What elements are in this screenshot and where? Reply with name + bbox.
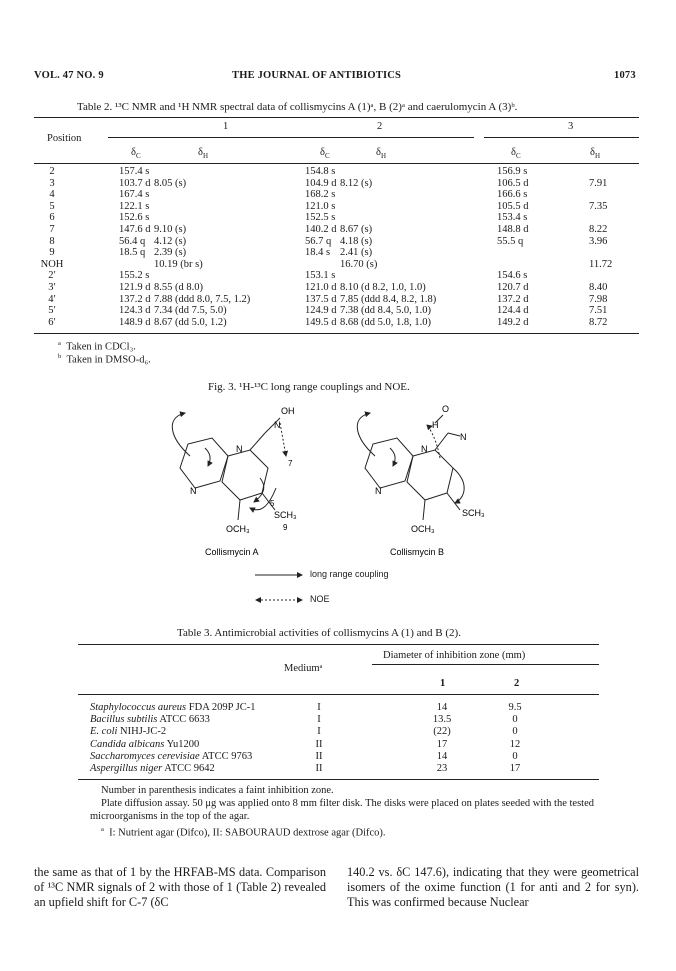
table2-row [0, 282, 676, 294]
footnote-a-text: Taken in CDCl₃. [66, 341, 136, 353]
table2-cell: 154.6 s [497, 270, 528, 282]
table2-cell: 16.70 (s) [340, 258, 378, 270]
table2-cell: 152.5 s [305, 212, 336, 224]
table2-sub-dh-1: $\delta_H$ [198, 147, 209, 161]
legend-long-range: long range coupling [310, 569, 389, 579]
table2-cell: 120.7 d [497, 282, 529, 293]
table2-group-1: 1 [223, 121, 229, 132]
table2-cell: 8.68 (dd 5.0, 1.8, 1.0) [340, 316, 431, 328]
table2-cell: 11.72 [589, 258, 613, 270]
atom-n-b1: N [375, 486, 382, 496]
legend-noe: NOE [310, 594, 330, 604]
table2-cell: 7.38 (dd 8.4, 5.0, 1.0) [340, 305, 431, 317]
label-collismycin-a: Collismycin A [205, 547, 259, 557]
table2-cell: 8.67 (s) [340, 224, 373, 235]
arrow-head [255, 597, 261, 603]
body-left-column: the same as that of 1 by the HRFAB-MS data. Comparison of ¹³C NMR signals of 2 with those of 1 (Table 2) revealed an upfield shift for C-7 (δC [34, 865, 326, 910]
table2-row [0, 294, 676, 306]
table2-cell: 4 [49, 189, 55, 201]
table2-cell: 149.5 d [305, 316, 337, 328]
table2-cell: 4′ [48, 293, 56, 305]
table2-footnote-b [58, 350, 151, 367]
table3-row [0, 702, 676, 714]
atom-n-a2: N [236, 444, 243, 454]
table3-value-2: 0 [512, 750, 518, 762]
label-9-a: 9 [283, 523, 288, 532]
table2-cell: 7.85 (ddd 8.4, 8.2, 1.8) [340, 293, 437, 305]
table3-organism: Bacillus subtilis ATCC 6633 [90, 714, 210, 726]
table3-caption: Table 3. Antimicrobial activities of collismycins A (1) and B (2). [177, 627, 461, 639]
table2-row [0, 201, 676, 213]
label-5-a: 5 [270, 499, 275, 508]
atom-h-b: H [432, 420, 439, 430]
table3-row [0, 763, 676, 775]
table2-cell: 121.0 s [305, 200, 336, 212]
table2-cell: 2.39 (s) [154, 247, 187, 259]
table2-cell: 7 [49, 224, 55, 235]
organism-name: Saccharomyces cerevisiae [90, 750, 200, 762]
table3-body [0, 702, 676, 777]
table2-sub-dc-2: $\delta_C$ [320, 147, 330, 161]
table2-cell: 137.5 d [305, 293, 337, 305]
table2-group3-rule [484, 137, 639, 138]
table2-cell: 8.05 (s) [154, 177, 187, 189]
atom-n-b3: N [460, 432, 467, 442]
table2-body [0, 166, 676, 334]
table2-cell: 18.5 q [119, 247, 146, 259]
table3-group-header: Diameter of inhibition zone (mm) [383, 650, 526, 661]
table2-cell: 155.2 s [119, 270, 150, 282]
table3-note-3 [101, 823, 386, 840]
collismycin-a-structure [172, 413, 286, 520]
table2-cell: 4.18 (s) [340, 235, 373, 247]
table2-row [0, 189, 676, 201]
table3-value-1: 23 [436, 763, 448, 774]
table2-sub-dh-2: $\delta_H$ [376, 147, 387, 161]
figure3-structures [150, 398, 550, 568]
table3-col-1: 1 [440, 678, 446, 689]
table3-medium-header: Mediumᵃ [284, 663, 323, 674]
table3-medium: I [317, 702, 321, 713]
table2-cell: 8.22 [589, 224, 608, 235]
table2-cell: 103.7 d [119, 177, 151, 189]
atom-och3-a: OCH₃ [226, 524, 250, 534]
table2-row [0, 305, 676, 317]
table2-sub-dc-1: $\delta_C$ [131, 147, 141, 161]
table3-value-1: (22) [433, 726, 451, 738]
atom-n-a3: N [274, 420, 281, 430]
table3-medium: I [317, 726, 321, 738]
table2-cell: 148.9 d [119, 316, 151, 328]
table2-cell: 10.19 (br s) [154, 258, 203, 270]
table3-value-2: 0 [512, 714, 518, 726]
table2-cell: 8.12 (s) [340, 177, 373, 189]
table3-value-2: 17 [509, 763, 521, 774]
table2-cell: 137.2 d [119, 293, 151, 305]
table2-row [0, 270, 676, 282]
table3-value-1: 13.5 [432, 714, 452, 726]
table3-organism: Staphylococcus aureus FDA 209P JC-1 [90, 702, 256, 713]
table2-cell: 168.2 s [305, 189, 336, 201]
table2-cell: 122.1 s [119, 200, 150, 212]
table2-cell: 8.10 (d 8.2, 1.0, 1.0) [340, 282, 426, 293]
table2-cell: 124.4 d [497, 305, 529, 317]
organism-name: E. coli [90, 726, 118, 738]
table2-cell: 154.8 s [305, 166, 336, 177]
table2-group-3: 3 [568, 121, 574, 132]
table2-cell: NOH [40, 258, 64, 270]
table3-top-rule [78, 644, 599, 645]
table2-cell: 3.96 [589, 235, 608, 247]
table3-row [0, 726, 676, 738]
organism-name: Bacillus subtilis [90, 714, 158, 726]
table2-cell: 56.7 q [305, 235, 332, 247]
table2-cell: 3 [49, 177, 55, 189]
table3-medium: II [315, 738, 323, 750]
table3-note-2: Plate diffusion assay. 50 μg was applied onto 8 mm filter disk. The disks were placed on plates seeded with the tested microorganisms in the top of the agar. [90, 798, 594, 822]
atom-n-b2: N [421, 444, 428, 454]
table2-cell: 7.88 (ddd 8.0, 7.5, 1.2) [154, 293, 251, 305]
atom-sch3-a: SCH₃ [274, 510, 297, 520]
table2-caption: Table 2. ¹³C NMR and ¹H NMR spectral data of collismycins A (1)ᵃ, B (2)ᵃ and caerulomycin A (3)ᵇ. [77, 101, 518, 113]
table2-row [0, 178, 676, 190]
table2-sub-dh-3: $\delta_H$ [590, 147, 601, 161]
table2-cell: 7.98 [589, 293, 608, 305]
table2-header-rule [34, 163, 639, 164]
pyridine-ring-b1 [365, 438, 413, 488]
table2-cell: 18.4 s [305, 247, 331, 259]
table2-cell: 152.6 s [119, 212, 150, 224]
table3-value-1: 17 [436, 738, 448, 750]
table3-value-1: 14 [436, 750, 448, 762]
table2-cell: 8.72 [589, 316, 608, 328]
table3-col-2: 2 [514, 678, 520, 689]
footnote-marker: b [58, 353, 62, 360]
page-number: 1073 [614, 70, 636, 81]
table3-value-1: 14 [436, 702, 448, 713]
table2-cell: 167.4 s [119, 189, 150, 201]
atom-oh-a: OH [281, 406, 295, 416]
label-7-a: 7 [288, 459, 293, 468]
journal-title: THE JOURNAL OF ANTIBIOTICS [232, 70, 402, 81]
table2-cell: 8.40 [589, 282, 608, 293]
table2-group-2: 2 [377, 121, 383, 132]
table3-organism: Candida albicans Yu1200 [90, 738, 200, 750]
arrow-head [297, 597, 303, 603]
footnote-marker: a [58, 340, 61, 347]
table2-sub-dc-3: $\delta_C$ [511, 147, 521, 161]
table2-cell: 137.2 d [497, 293, 529, 305]
table3-value-2: 0 [512, 726, 518, 738]
atom-n-a1: N [190, 486, 197, 496]
table2-cell: 7.51 [589, 305, 608, 317]
table2-cell: 8 [49, 235, 55, 247]
atom-sch3-b: SCH₃ [462, 508, 485, 518]
table3-medium: II [315, 763, 323, 774]
collismycin-b-structure [357, 413, 464, 520]
table2-position-header: Position [47, 133, 82, 144]
table2-cell: 2.41 (s) [340, 247, 373, 259]
pyridine-ring-b2 [407, 450, 453, 500]
table2-row [0, 166, 676, 178]
table2-cell: 7.34 (dd 7.5, 5.0) [154, 305, 227, 317]
table2-group2-rule [300, 137, 474, 138]
table2-cell: 149.2 d [497, 316, 529, 328]
table3-row [0, 751, 676, 763]
table3-group-rule [372, 664, 599, 665]
table2-cell: 56.4 q [119, 235, 146, 247]
table2-cell: 7.35 [589, 200, 608, 212]
table3-organism: E. coli NIHJ-JC-2 [90, 726, 167, 738]
table2-cell: 124.3 d [119, 305, 151, 317]
table2-cell: 3′ [48, 282, 56, 293]
table2-cell: 6′ [48, 316, 56, 328]
table2-cell: 157.4 s [119, 166, 150, 177]
table3-organism: Saccharomyces cerevisiae ATCC 9763 [90, 750, 253, 762]
table2-cell: 106.5 d [497, 177, 529, 189]
table3-row [0, 739, 676, 751]
table3-organism: Aspergillus niger ATCC 9642 [90, 763, 215, 774]
table2-cell: 9.10 (s) [154, 224, 187, 235]
table2-cell: 6 [49, 212, 55, 224]
table2-cell: 156.9 s [497, 166, 528, 177]
arrow-head [297, 572, 303, 578]
table3-row [0, 714, 676, 726]
table3-bottom-rule [78, 779, 599, 780]
table2-cell: 104.9 d [305, 177, 337, 189]
table2-cell: 5′ [48, 305, 56, 317]
table2-cell: 55.5 q [497, 235, 524, 247]
table2-row [0, 247, 676, 259]
table2-cell: 5 [49, 200, 55, 212]
table2-cell: 140.2 d [305, 224, 337, 235]
organism-name: Candida albicans [90, 738, 165, 750]
footnote-marker: a [101, 826, 104, 833]
table2-top-rule [34, 117, 639, 118]
label-collismycin-b: Collismycin B [390, 547, 445, 557]
body-right-column: 140.2 vs. δC 147.6), indicating that they were geometrical isomers of the oxime function (1 for anti and 2 for syn). This was confirmed because Nuclear [347, 865, 639, 910]
table2-cell: 2′ [48, 270, 56, 282]
table2-cell: 153.4 s [497, 212, 528, 224]
table2-cell: 148.8 d [497, 224, 529, 235]
footnote-b-text: Taken in DMSO-d₆. [66, 354, 151, 366]
pyridine-ring-a1 [180, 438, 228, 488]
table2-cell: 124.9 d [305, 305, 337, 317]
table3-medium: I [317, 714, 321, 726]
atom-o-b: O [442, 404, 450, 414]
table2-cell: 8.55 (d 8.0) [154, 282, 203, 293]
table2-cell: 121.9 d [119, 282, 151, 293]
table2-row [0, 259, 676, 271]
table2-bottom-rule [34, 333, 639, 334]
table3-value-2: 12 [509, 738, 521, 750]
figure3-caption: Fig. 3. ¹H-¹³C long range couplings and NOE. [208, 381, 410, 393]
pyridine-ring-a2 [222, 450, 268, 500]
table3-medium: II [315, 750, 323, 762]
table2-cell: 105.5 d [497, 200, 529, 212]
table2-row [0, 212, 676, 224]
table3-header-rule [78, 694, 599, 695]
table2-cell: 2 [49, 166, 55, 177]
organism-name: Staphylococcus aureus [90, 702, 187, 713]
table2-cell: 9 [49, 247, 55, 259]
table2-cell: 121.0 d [305, 282, 337, 293]
table3-note-1: Number in parenthesis indicates a faint inhibition zone. [101, 785, 334, 796]
journal-volume: VOL. 47 NO. 9 [34, 70, 104, 81]
table2-cell: 7.91 [589, 177, 608, 189]
table2-cell: 4.12 (s) [154, 235, 187, 247]
table2-row [0, 236, 676, 248]
atom-och3-b: OCH₃ [411, 524, 435, 534]
organism-name: Aspergillus niger [90, 763, 163, 774]
table3-value-2: 9.5 [508, 702, 522, 713]
table2-cell: 153.1 s [305, 270, 336, 282]
table2-cell: 147.6 d [119, 224, 151, 235]
table2-cell: 8.67 (dd 5.0, 1.2) [154, 316, 227, 328]
figure3-legend-arrows [253, 569, 303, 609]
note-3-text: I: Nutrient agar (Difco), II: SABOURAUD dextrose agar (Difco). [109, 827, 386, 839]
table2-row [0, 224, 676, 236]
table2-row [0, 317, 676, 329]
table2-cell: 166.6 s [497, 189, 528, 201]
